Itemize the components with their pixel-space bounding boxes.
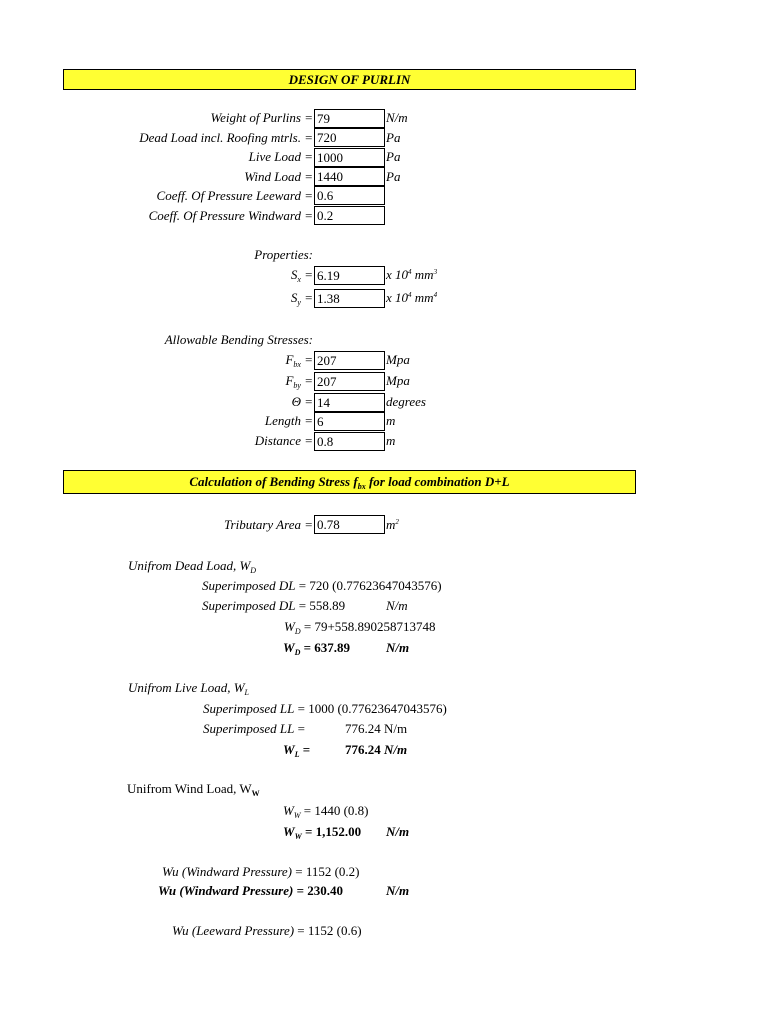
design-of-purlin-banner: [63, 69, 636, 90]
sx-label: $S_x$ =: [290, 267, 313, 284]
weight-of-purlins-unit: N/m: [386, 110, 408, 125]
tributary-area-unit: $m^2$: [386, 517, 399, 532]
fbx-label: $F_{bx}$ =: [285, 352, 313, 369]
wind-load-label: Wind Load =: [244, 169, 313, 184]
theta-label: Θ =: [291, 394, 313, 409]
fbx-cell[interactable]: 207: [314, 351, 385, 370]
tributary-area-cell[interactable]: 0.78: [314, 515, 385, 534]
windward-formula: Wu (Windward Pressure) = 1152 (0.2): [162, 864, 360, 879]
dead-load-label: Dead Load incl. Roofing mtrls. =: [139, 130, 313, 145]
weight-of-purlins-cell[interactable]: 79: [314, 109, 385, 128]
properties-heading: Properties:: [254, 247, 313, 262]
theta-unit: degrees: [386, 394, 426, 409]
tributary-area-label: Tributary Area =: [224, 517, 313, 532]
length-cell[interactable]: 6: [314, 412, 385, 431]
live-load-cell[interactable]: 1000: [314, 148, 385, 167]
fby-cell[interactable]: 207: [314, 372, 385, 391]
weight-of-purlins-label: Weight of Purlins =: [210, 110, 313, 125]
windward-total: Wu (Windward Pressure) = 230.40: [158, 883, 343, 898]
page-title: DESIGN OF PURLIN: [288, 72, 411, 87]
wd-total-unit: N/m: [386, 640, 410, 655]
wind-load-unit: Pa: [386, 169, 401, 184]
coeff-windward-cell[interactable]: 0.2: [314, 206, 385, 225]
coeff-windward-label: Coeff. Of Pressure Windward =: [148, 208, 313, 223]
dead-load-unit: Pa: [386, 130, 401, 145]
live-load-label: Live Load =: [248, 149, 313, 164]
length-label: Length =: [264, 413, 313, 428]
sy-unit: x $10^4$ $mm^4$: [386, 290, 438, 305]
calculation-banner: Calculation of Bending Stress $f_{bx}$ for load combination D+L: [63, 470, 636, 494]
superimposed-ll-value: 776.24 N/m: [345, 721, 408, 736]
superimposed-ll-label: Superimposed LL =: [203, 721, 305, 736]
wd-total: $W_D = 637.89$: [283, 640, 351, 657]
sx-unit: x $10^4$ $mm^3$: [386, 267, 438, 282]
allowable-heading: Allowable Bending Stresses:: [164, 332, 313, 347]
fbx-unit: Mpa: [386, 352, 410, 367]
wl-total-value: 776.24 N/m: [345, 742, 408, 757]
sx-cell[interactable]: 6.19: [314, 266, 385, 285]
windward-total-unit: N/m: [386, 883, 410, 898]
superimposed-ll-formula: Superimposed LL = 1000 (0.77623647043576): [203, 701, 447, 716]
live-load-unit: Pa: [386, 149, 401, 164]
wind-load-cell[interactable]: 1440: [314, 167, 385, 186]
wind-load-heading: Unifrom Wind Load, $W_W$: [127, 781, 260, 798]
fby-label: $F_{by}$ =: [285, 373, 313, 390]
wl-total-label: $W_L$ =: [283, 742, 311, 759]
ww-total: $W_W = 1,152.00$: [283, 824, 362, 841]
length-unit: m: [386, 413, 396, 428]
dead-load-heading: Unifrom Dead Load, $W_D$: [128, 558, 257, 575]
ww-formula: $W_W = 1440$ (0.8): [283, 803, 369, 820]
sy-cell[interactable]: 1.38: [314, 289, 385, 308]
superimposed-dl-value: Superimposed DL = 558.89: [202, 598, 346, 613]
live-load-heading: Unifrom Live Load, $W_L$: [128, 680, 249, 697]
distance-unit: m: [386, 433, 396, 448]
fby-unit: Mpa: [386, 373, 410, 388]
dead-load-cell[interactable]: 720: [314, 128, 385, 147]
distance-cell[interactable]: 0.8: [314, 432, 385, 451]
distance-label: Distance =: [254, 433, 313, 448]
coeff-leeward-cell[interactable]: 0.6: [314, 186, 385, 205]
superimposed-dl-formula: Superimposed DL = 720 (0.77623647043576): [202, 578, 442, 593]
theta-cell[interactable]: 14: [314, 393, 385, 412]
leeward-formula: Wu (Leeward Pressure) = 1152 (0.6): [172, 923, 362, 938]
coeff-leeward-label: Coeff. Of Pressure Leeward =: [156, 188, 313, 203]
ww-total-unit: N/m: [386, 824, 410, 839]
sy-label: $S_y$ =: [290, 290, 313, 307]
superimposed-dl-unit: N/m: [386, 598, 408, 613]
wd-formula: $W_D = 79+558.890258713748$: [284, 619, 436, 636]
